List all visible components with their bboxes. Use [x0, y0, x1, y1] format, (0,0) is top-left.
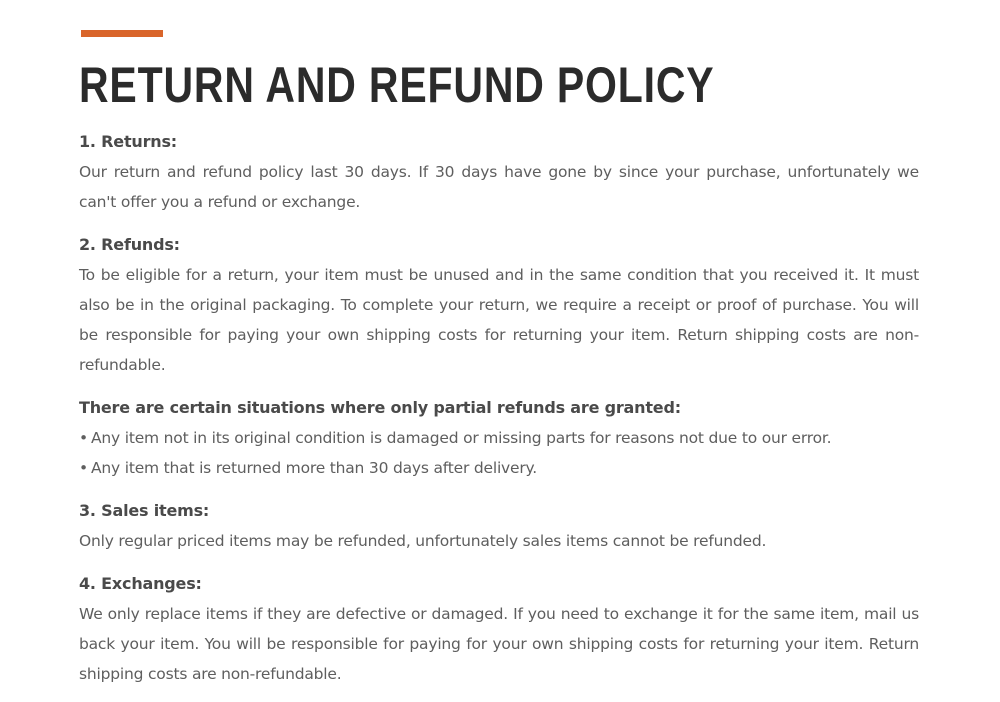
bullet-icon: • — [79, 459, 88, 477]
section-heading-partial-refunds: There are certain situations where only partial refunds are granted: — [79, 398, 681, 417]
section-sales-items — [79, 496, 919, 556]
bullet-icon: • — [79, 429, 88, 447]
list-item — [79, 423, 919, 453]
section-text-refunds: To be eligible for a return, your item must be unused and in the same condition that you received it. It must also be in the original packaging. To complete your return, we require a receipt or proof of purchase. You will be responsible for paying your own shipping costs for returning your item. Return shipping costs are non-refundable. — [79, 266, 919, 374]
section-heading-exchanges: 4. Exchanges: — [79, 574, 202, 593]
list-item — [79, 453, 919, 483]
policy-content — [79, 127, 919, 702]
title-accent-bar — [81, 30, 163, 37]
section-exchanges — [79, 569, 919, 689]
section-heading-sales-items: 3. Sales items: — [79, 501, 210, 520]
section-text-sales-items: Only regular priced items may be refunded, unfortunately sales items cannot be refunded. — [79, 532, 767, 550]
section-refunds — [79, 230, 919, 380]
list-item-text: Any item that is returned more than 30 days after delivery. — [91, 459, 538, 477]
section-text-returns: Our return and refund policy last 30 days. If 30 days have gone by since your purchase, unfortunately we can't offer you a refund or exchange. — [79, 163, 919, 211]
section-heading-refunds: 2. Refunds: — [79, 235, 180, 254]
partial-refunds-list — [79, 423, 919, 483]
section-partial-refunds — [79, 393, 919, 483]
section-text-exchanges: We only replace items if they are defective or damaged. If you need to exchange it for the same item, mail us back your item. You will be responsible for paying for your own shipping costs for returning your item. Return shipping costs are non-refundable. — [79, 605, 919, 683]
section-heading-returns: 1. Returns: — [79, 132, 177, 151]
page-title: RETURN AND REFUND POLICY — [79, 57, 715, 113]
list-item-text: Any item not in its original condition is damaged or missing parts for reasons not due to our error. — [91, 429, 832, 447]
section-returns — [79, 127, 919, 217]
